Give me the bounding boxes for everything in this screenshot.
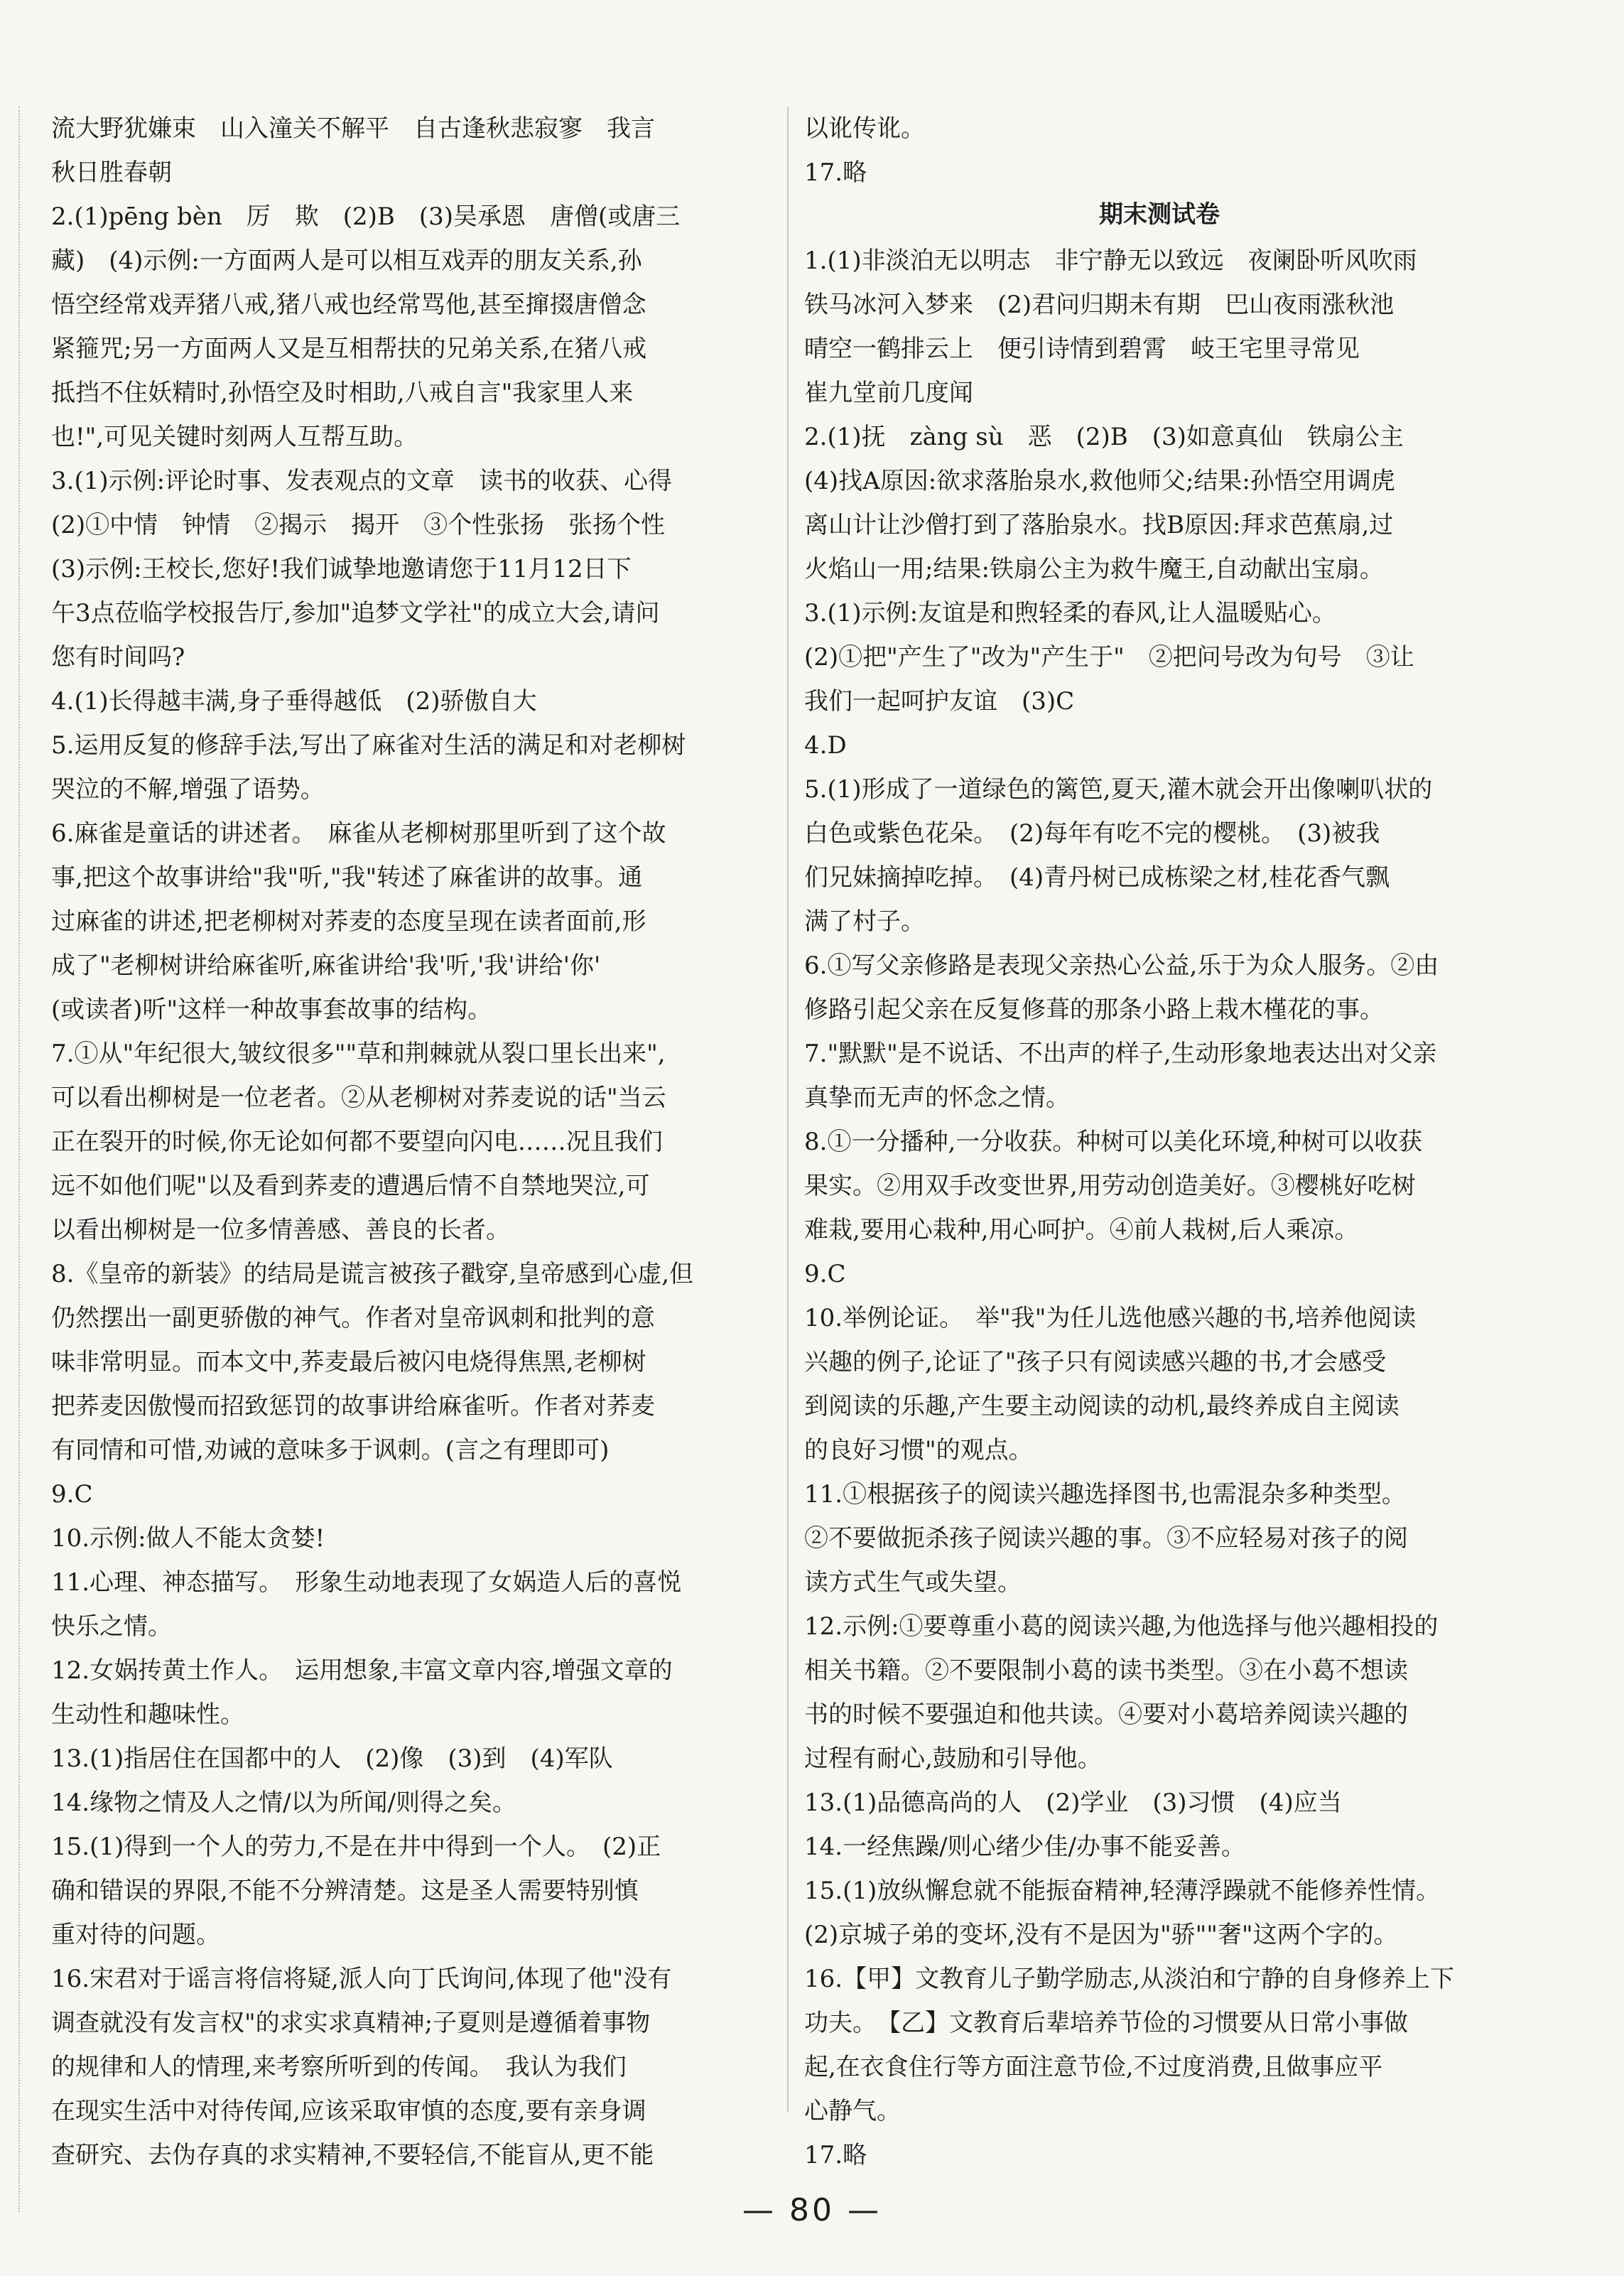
answer-line: ②不要做扼杀孩子阅读兴趣的事。③不应轻易对孩子的阅: [804, 1524, 1408, 1553]
answer-line: (或读者)听"这样一种故事套故事的结构。: [51, 996, 492, 1024]
answer-line: (4)找A原因:欲求落胎泉水,救他师父;结果:孙悟空用调虎: [804, 467, 1395, 495]
answer-line: 11.①根据孩子的阅读兴趣选择图书,也需混杂多种类型。: [804, 1480, 1406, 1509]
answer-line: 17.略: [804, 2141, 867, 2169]
answer-line: 15.(1)放纵懈怠就不能振奋精神,轻薄浮躁就不能修养性情。: [804, 1877, 1441, 1905]
answer-line: 生动性和趣味性。: [51, 1700, 244, 1729]
answer-line: 铁马冰河入梦来 (2)君问归期未有期 巴山夜雨涨秋池: [804, 291, 1395, 319]
answer-line: 的良好习惯"的观点。: [804, 1436, 1033, 1465]
answer-line: 们兄妹摘掉吃掉。 (4)青丹树已成栋梁之材,桂花香气飘: [804, 863, 1390, 892]
answer-line: 书的时候不要强迫和他共读。④要对小葛培养阅读兴趣的: [804, 1700, 1408, 1729]
answer-line: 抵挡不住妖精时,孙悟空及时相助,八戒自言"我家里人来: [51, 379, 634, 407]
answer-line: 查研究、去伪存真的求实精神,不要轻信,不能盲从,更不能: [51, 2141, 654, 2169]
answer-line: 功夫。 【乙】文教育后辈培养节俭的习惯要从日常小事做: [804, 2009, 1408, 2037]
answer-line: (2)①把"产生了"改为"产生于" ②把问号改为句号 ③让: [804, 643, 1414, 672]
answer-line: 确和错误的界限,不能不分辨清楚。这是圣人需要特别慎: [51, 1877, 639, 1905]
answer-line: 1.(1)非淡泊无以明志 非宁静无以致远 夜阑卧听风吹雨: [804, 247, 1417, 275]
answer-line: 5.运用反复的修辞手法,写出了麻雀对生活的满足和对老柳树: [51, 731, 686, 760]
binding-dotted-line: [18, 107, 20, 2212]
answer-line: 把荞麦因傲慢而招致惩罚的故事讲给麻雀听。作者对荞麦: [51, 1392, 655, 1420]
answer-line: 13.(1)品德高尚的人 (2)学业 (3)习惯 (4)应当: [804, 1789, 1342, 1817]
answer-line: 仍然摆出一副更骄傲的神气。作者对皇帝讽刺和批判的意: [51, 1304, 655, 1332]
answer-line: 12.女娲抟黄土作人。 运用想象,丰富文章内容,增强文章的: [51, 1656, 673, 1685]
answer-line: 相关书籍。②不要限制小葛的读书类型。③在小葛不想读: [804, 1656, 1408, 1685]
answer-line: 我们一起呵护友谊 (3)C: [804, 687, 1075, 716]
answer-line: 真挚而无声的怀念之情。: [804, 1084, 1070, 1112]
right-column-continuation: [804, 107, 1515, 195]
page-number: — 80 —: [742, 2192, 882, 2228]
answer-line: 秋日胜春朝: [51, 158, 172, 187]
answer-line: 心静气。: [804, 2097, 901, 2125]
answer-line: 晴空一鹤排云上 便引诗情到碧霄 岐王宅里寻常见: [804, 335, 1360, 363]
answer-line: 流大野犹嫌束 山入潼关不解平 自古逢秋悲寂寥 我言: [51, 114, 655, 143]
answer-line: 过麻雀的讲述,把老柳树对荞麦的态度呈现在读者面前,形: [51, 907, 646, 936]
right-column: [804, 239, 1515, 2177]
answer-line: 白色或紫色花朵。 (2)每年有吃不完的樱桃。 (3)被我: [804, 819, 1380, 848]
answer-line: 4.D: [804, 731, 847, 760]
answer-line: 满了村子。: [804, 907, 925, 936]
answer-line: (2)①中情 钟情 ②揭示 揭开 ③个性张扬 张扬个性: [51, 511, 666, 539]
answer-line: 10.示例:做人不能太贪婪!: [51, 1524, 325, 1553]
answer-line: 悟空经常戏弄猪八戒,猪八戒也经常骂他,甚至撺掇唐僧念: [51, 291, 646, 319]
answer-line: 13.(1)指居住在国都中的人 (2)像 (3)到 (4)军队: [51, 1744, 613, 1773]
answer-line: 9.C: [804, 1260, 846, 1288]
answer-line: 15.(1)得到一个人的劳力,不是在井中得到一个人。 (2)正: [51, 1833, 661, 1861]
answer-line: 3.(1)示例:友谊是和煦轻柔的春风,让人温暖贴心。: [804, 599, 1336, 627]
answer-line: 兴趣的例子,论证了"孩子只有阅读感兴趣的书,才会感受: [804, 1348, 1387, 1376]
answer-line: 5.(1)形成了一道绿色的篱笆,夏天,灌木就会开出像喇叭状的: [804, 775, 1433, 804]
answer-line: 重对待的问题。: [51, 1921, 220, 1949]
answer-line: 正在裂开的时候,你无论如何都不要望向闪电……况且我们: [51, 1128, 663, 1156]
answer-line: 3.(1)示例:评论时事、发表观点的文章 读书的收获、心得: [51, 467, 673, 495]
answer-line: 午3点莅临学校报告厅,参加"追梦文学社"的成立大会,请问: [51, 599, 660, 627]
answer-line: 火焰山一用;结果:铁扇公主为救牛魔王,自动献出宝扇。: [804, 555, 1384, 583]
answer-line: 17.略: [804, 158, 867, 187]
answer-line: 果实。②用双手改变世界,用劳动创造美好。③樱桃好吃树: [804, 1172, 1416, 1200]
answer-line: 10.举例论证。 举"我"为任儿选他感兴趣的书,培养他阅读: [804, 1304, 1417, 1332]
answer-line: 远不如他们呢"以及看到荞麦的遭遇后情不自禁地哭泣,可: [51, 1172, 650, 1200]
answer-line: 16.宋君对于谣言将信将疑,派人向丁氏询问,体现了他"没有: [51, 1965, 672, 1993]
answer-line: 成了"老柳树讲给麻雀听,麻雀讲给'我'听,'我'讲给'你': [51, 951, 601, 980]
answer-line: 调查就没有发言权"的求实求真精神;子夏则是遵循着事物: [51, 2009, 651, 2037]
answer-line: 的规律和人的情理,来考察所听到的传闻。 我认为我们: [51, 2053, 627, 2081]
answer-line: 2.(1)抚 zàng sù 恶 (2)B (3)如意真仙 铁扇公主: [804, 423, 1404, 451]
answer-line: (3)示例:王校长,您好!我们诚挚地邀请您于11月12日下: [51, 555, 632, 583]
answer-line: 以看出柳树是一位多情善感、善良的长者。: [51, 1216, 510, 1244]
answer-line: 可以看出柳树是一位老者。②从老柳树对荞麦说的话"当云: [51, 1084, 666, 1112]
answer-line: 6.麻雀是童话的讲述者。 麻雀从老柳树那里听到了这个故: [51, 819, 666, 848]
answer-line: 起,在衣食住行等方面注意节俭,不过度消费,且做事应平: [804, 2053, 1383, 2081]
answer-line: 在现实生活中对待传闻,应该采取审慎的态度,要有亲身调: [51, 2097, 646, 2125]
answer-line: 事,把这个故事讲给"我"听,"我"转述了麻雀讲的故事。通: [51, 863, 643, 892]
answer-line: 9.C: [51, 1480, 93, 1509]
answer-line: 读方式生气或失望。: [804, 1568, 1022, 1597]
answer-line: 快乐之情。: [51, 1612, 172, 1641]
answer-line: 您有时间吗?: [51, 643, 185, 672]
answer-line: 11.心理、神态描写。 形象生动地表现了女娲造人后的喜悦: [51, 1568, 682, 1597]
answer-line: 12.示例:①要尊重小葛的阅读兴趣,为他选择与他兴趣相投的: [804, 1612, 1439, 1641]
answer-line: 8.《皇帝的新装》的结局是谎言被孩子戳穿,皇帝感到心虚,但: [51, 1260, 694, 1288]
answer-line: 到阅读的乐趣,产生要主动阅读的动机,最终养成自主阅读: [804, 1392, 1400, 1420]
answer-line: 修路引起父亲在反复修葺的那条小路上栽木槿花的事。: [804, 996, 1384, 1024]
answer-line: 紧箍咒;另一方面两人又是互相帮扶的兄弟关系,在猪八戒: [51, 335, 647, 363]
answer-line: 7.①从"年纪很大,皱纹很多""草和荆棘就从裂口里长出来",: [51, 1040, 666, 1068]
answer-line: 有同情和可惜,劝诫的意味多于讽刺。(言之有理即可): [51, 1436, 610, 1465]
answer-line: 6.①写父亲修路是表现父亲热心公益,乐于为众人服务。②由: [804, 951, 1439, 980]
answer-line: 过程有耐心,鼓励和引导他。: [804, 1744, 1102, 1773]
column-divider: [787, 107, 789, 2113]
answer-line: 14.一经焦躁/则心绪少佳/办事不能妥善。: [804, 1833, 1245, 1861]
answer-line: 2.(1)pēng bèn 厉 欺 (2)B (3)吴承恩 唐僧(或唐三: [51, 203, 681, 231]
answer-line: 7."默默"是不说话、不出声的样子,生动形象地表达出对父亲: [804, 1040, 1437, 1068]
answer-line: 16.【甲】文教育儿子勤学励志,从淡泊和宁静的自身修养上下: [804, 1965, 1454, 1993]
answer-line: (2)京城子弟的变坏,没有不是因为"骄""奢"这两个字的。: [804, 1921, 1398, 1949]
answer-line: 以讹传讹。: [804, 114, 925, 143]
section-title: 期末测试卷: [1099, 200, 1220, 229]
left-column: [51, 107, 762, 2177]
answer-line: 4.(1)长得越丰满,身子垂得越低 (2)骄傲自大: [51, 687, 537, 716]
answer-line: 藏) (4)示例:一方面两人是可以相互戏弄的朋友关系,孙: [51, 247, 642, 275]
answer-line: 味非常明显。而本文中,荞麦最后被闪电烧得焦黑,老柳树: [51, 1348, 646, 1376]
answer-line: 哭泣的不解,增强了语势。: [51, 775, 325, 804]
answer-line: 难栽,要用心栽种,用心呵护。④前人栽树,后人乘凉。: [804, 1216, 1359, 1244]
answer-line: 8.①一分播种,一分收获。种树可以美化环境,种树可以收获: [804, 1128, 1423, 1156]
answer-line: 也!",可见关键时刻两人互帮互助。: [51, 423, 418, 451]
answer-line: 崔九堂前几度闻: [804, 379, 973, 407]
answer-line: 14.缘物之情及人之情/以为所闻/则得之矣。: [51, 1789, 516, 1817]
answer-line: 离山计让沙僧打到了落胎泉水。找B原因:拜求芭蕉扇,过: [804, 511, 1394, 539]
